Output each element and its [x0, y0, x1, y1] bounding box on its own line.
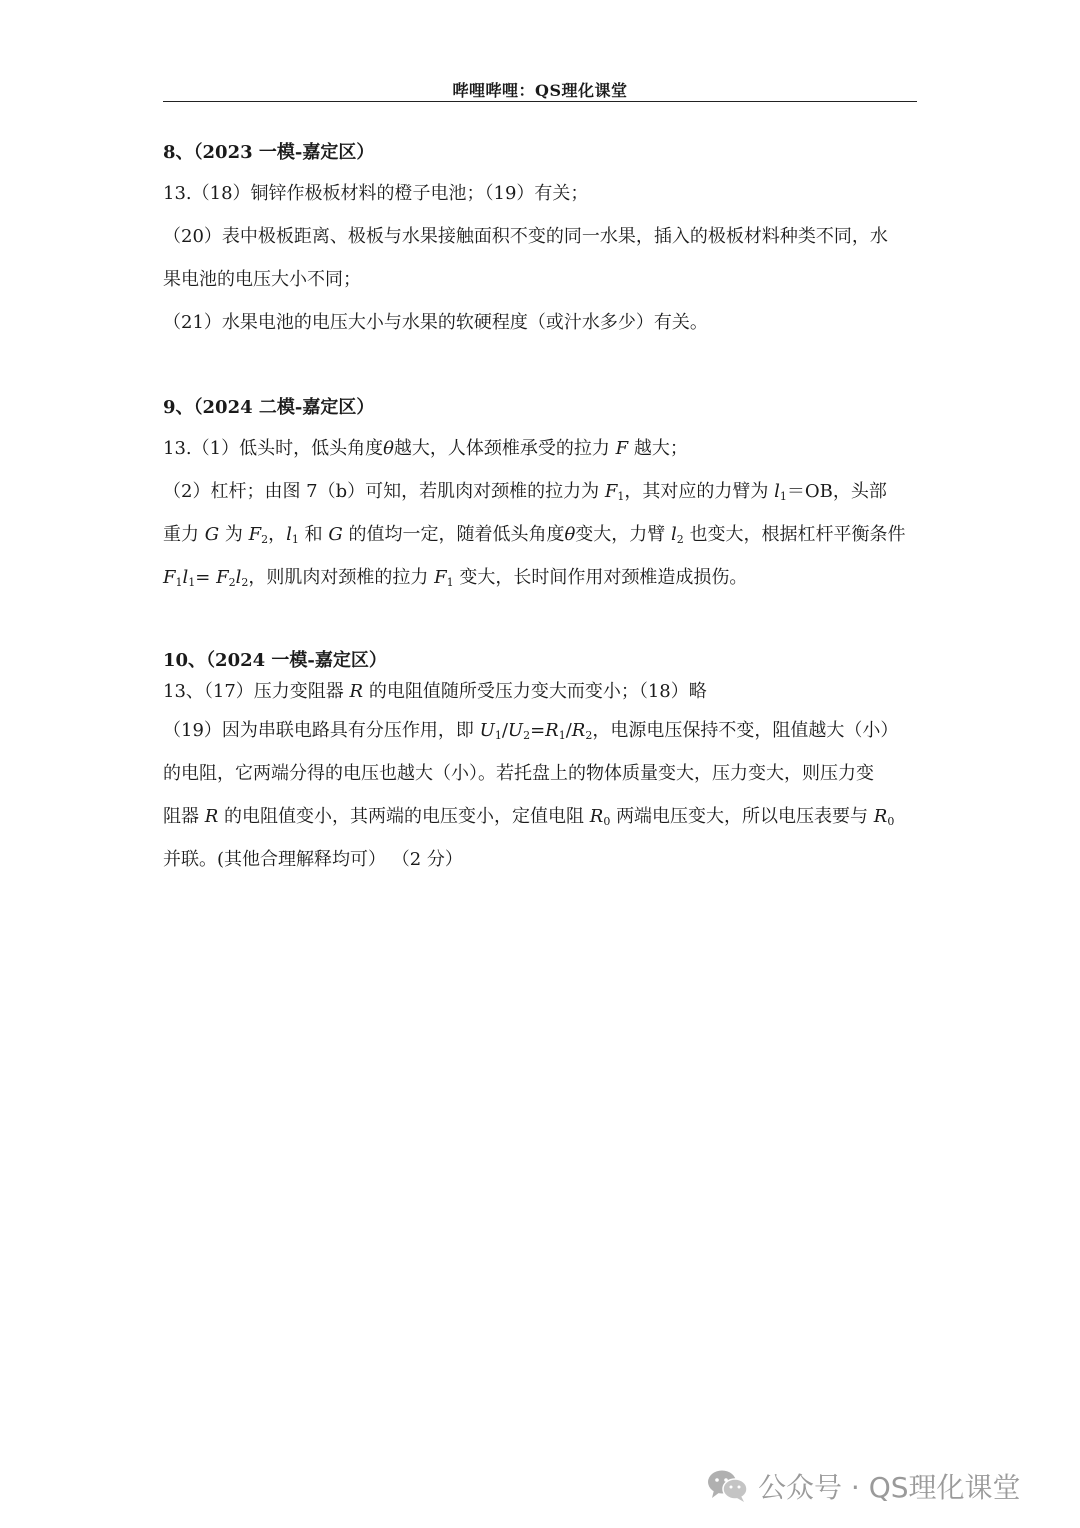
q10-line-1: 13、（17）压力变阻器 R 的电阻值随所受压力变大而变小；（18）略	[163, 681, 707, 702]
question-9-section	[163, 396, 923, 420]
question-9-title: 9、（2024 二模-嘉定区）	[163, 397, 375, 418]
header-divider	[163, 101, 917, 102]
question-8-section	[163, 141, 923, 165]
question-8-answer	[163, 172, 923, 344]
question-10-answer	[163, 675, 923, 881]
q8-line-1: 13.（18）铜锌作极板材料的橙子电池；（19）有关；	[163, 183, 589, 204]
q10-line-4: 阻器 R 的电阻值变小，其两端的电压变小，定值电阻 $R_0$ 两端电压变大，所以电压表要与 $R_0$	[163, 806, 895, 828]
q10-line-2: （19）因为串联电路具有分压作用，即 $U_1/U_2=R_1/R_2$，电源电压保持不变，阻值越大（小）	[163, 720, 899, 742]
q8-line-4: （21）水果电池的电压大小与水果的软硬程度（或汁水多少）有关。	[163, 312, 708, 333]
q9-line-2: （2）杠杆；由图 7（b）可知，若肌肉对颈椎的拉力为 $F_1$，其对应的力臂为 $l_1=OB$，头部	[163, 481, 887, 503]
q8-line-2: （20）表中极板距离、极板与水果接触面积不变的同一水果，插入的极板材料种类不同，水	[163, 226, 888, 247]
question-10-title: 10、（2024 一模-嘉定区）	[163, 650, 387, 671]
question-10-section	[163, 649, 923, 673]
wechat-icon	[706, 1468, 750, 1504]
q10-line-3: 的电阻，它两端分得的电压也越大（小）。若托盘上的物体质量变大，压力变大，则压力变	[163, 763, 874, 784]
question-9-answer	[163, 427, 923, 599]
page-header: 哔哩哔哩：QS理化课堂	[452, 81, 628, 100]
q10-line-5: 并联。(其他合理解释均可） （2 分）	[163, 849, 463, 870]
q8-line-3: 果电池的电压大小不同；	[163, 269, 361, 290]
q9-line-3: 重力 G 为 $F_2$，$l_1$ 和 G 的值均一定，随着低头角度θ变大，力臂 $l_2$ 也变大，根据杠杆平衡条件	[163, 524, 906, 546]
q9-line-4: $F_1l_1= F_2l_2$，则肌肉对颈椎的拉力 $F_1$ 变大，长时间作用对颈椎造成损伤。	[163, 567, 748, 589]
question-8-title: 8、（2023 一模-嘉定区）	[163, 142, 375, 163]
watermark-text: 公众号 · QS理化课堂	[758, 1471, 1021, 1504]
watermark	[706, 1466, 1021, 1506]
q9-line-1: 13.（1）低头时，低头角度θ越大，人体颈椎承受的拉力 F 越大；	[163, 438, 688, 459]
